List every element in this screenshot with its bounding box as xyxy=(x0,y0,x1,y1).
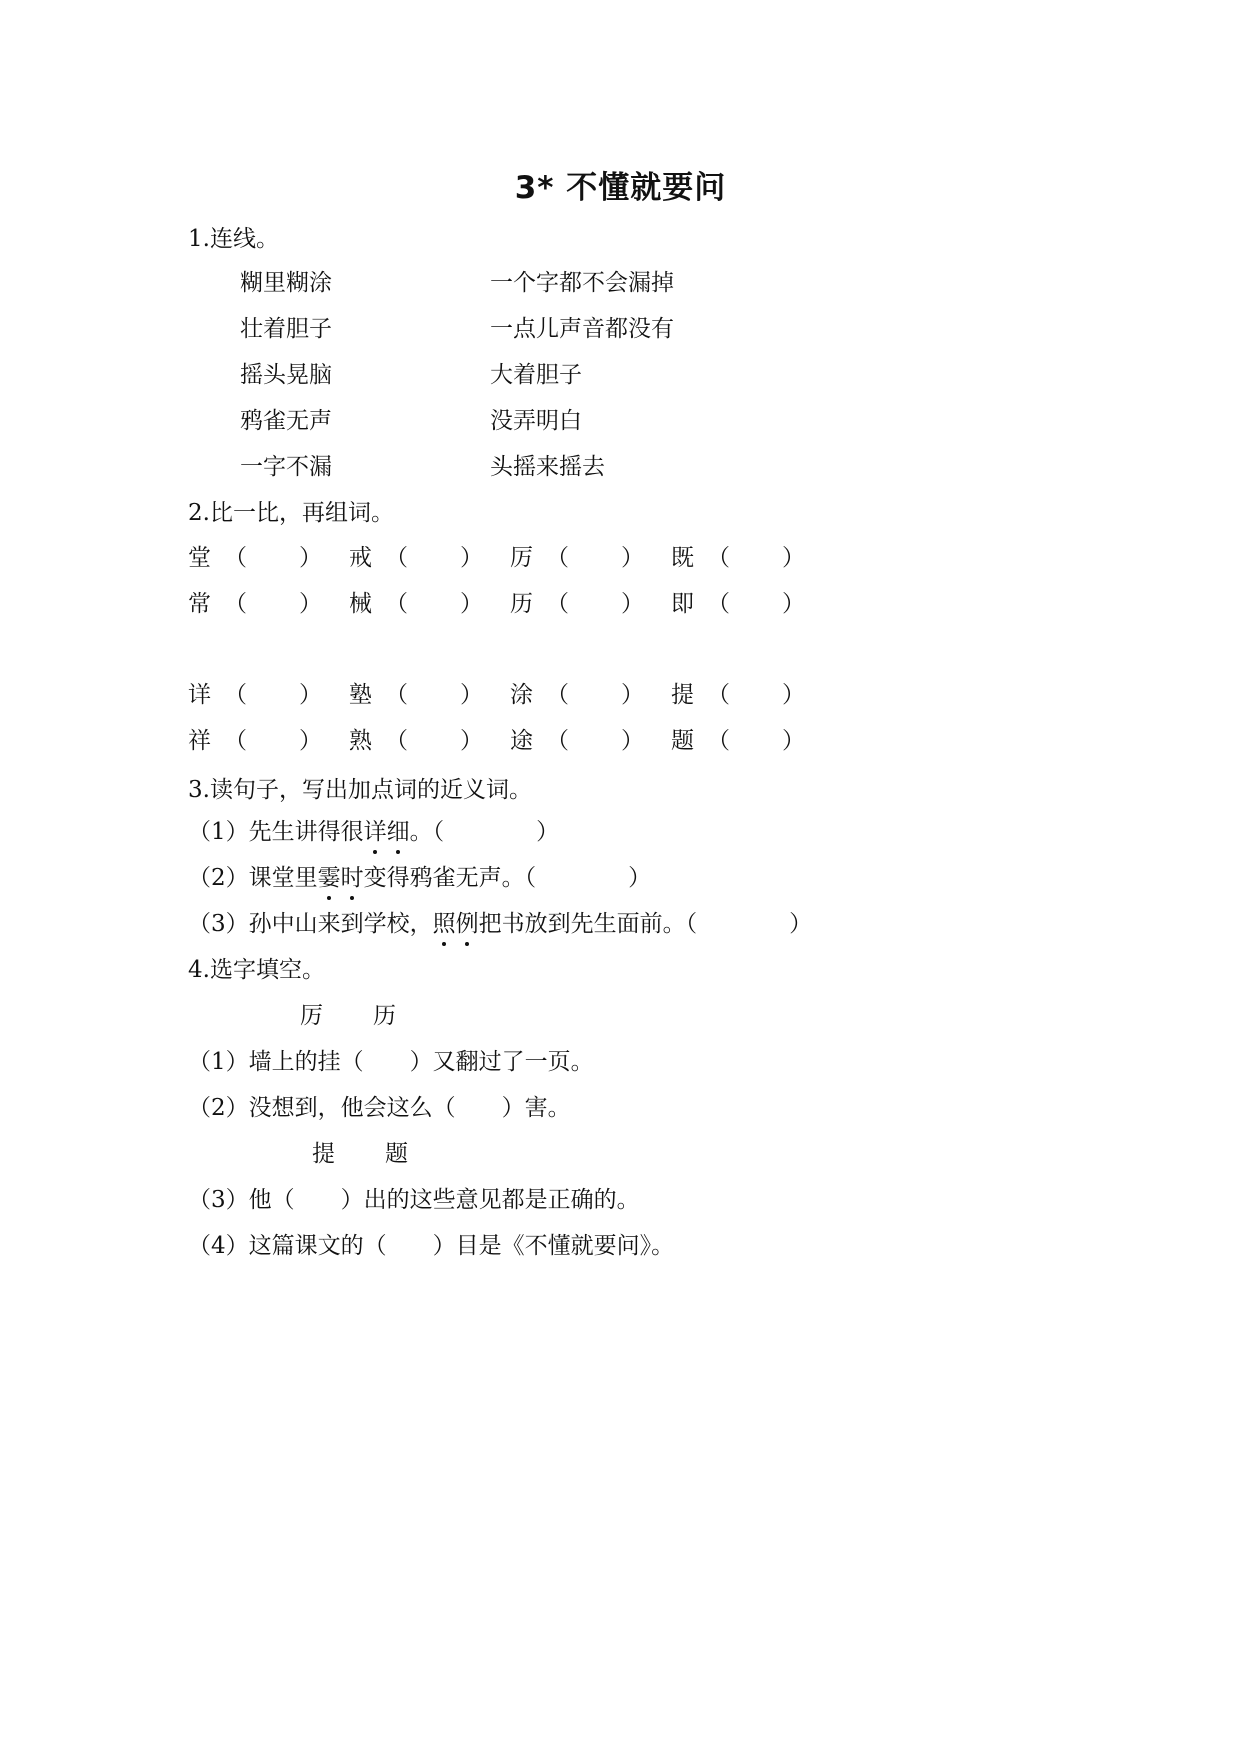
q2-character: 常 xyxy=(188,591,211,617)
q2-paren-close: ） xyxy=(782,545,805,571)
q2-word-cell[interactable] xyxy=(671,680,805,710)
q4-item[interactable]: （3）他（ ）出的这些意见都是正确的。 xyxy=(188,1187,640,1213)
q2-paren-close: ） xyxy=(299,728,322,754)
q2-character: 题 xyxy=(671,728,694,754)
q2-character: 祥 xyxy=(188,728,211,754)
q2-word-cell[interactable] xyxy=(510,543,644,573)
q3-dotted-character: 例 xyxy=(455,911,479,937)
q2-paren-open: （ xyxy=(546,545,569,571)
q2-paren-open: （ xyxy=(546,591,569,617)
q3-item-answer[interactable]: 。（ ） xyxy=(409,819,560,845)
q2-word-cell[interactable] xyxy=(188,726,322,756)
q1-heading: 1.连线。 xyxy=(188,226,279,252)
q3-dotted-word xyxy=(433,911,479,937)
q2-heading: 2.比一比，再组词。 xyxy=(188,500,394,526)
q3-item-number: （2） xyxy=(188,865,249,891)
q2-paren-open: （ xyxy=(546,682,569,708)
q2-character: 即 xyxy=(671,591,694,617)
q2-word-cell[interactable] xyxy=(188,543,322,573)
q2-paren-close: ） xyxy=(299,545,322,571)
q2-paren-open: （ xyxy=(707,728,730,754)
q3-item-2 xyxy=(188,863,651,893)
q2-paren-close: ） xyxy=(782,682,805,708)
q2-paren-open: （ xyxy=(224,591,247,617)
q3-item-answer[interactable]: 变得鸦雀无声。（ ） xyxy=(363,865,652,891)
q2-paren-close: ） xyxy=(782,591,805,617)
q2-word-cell[interactable] xyxy=(349,589,483,619)
q2-word-cell[interactable] xyxy=(671,726,805,756)
q2-paren-close: ） xyxy=(460,728,483,754)
q3-heading: 3.读句子，写出加点词的近义词。 xyxy=(188,777,532,803)
q2-paren-open: （ xyxy=(224,728,247,754)
q4-item[interactable]: （4）这篇课文的（ ）目是《不懂就要问》。 xyxy=(188,1233,675,1259)
q4-heading: 4.选字填空。 xyxy=(188,957,325,983)
q4-choice: 提 xyxy=(312,1141,335,1167)
q4-choice-pair-2 xyxy=(312,1139,408,1169)
q1-left-item: 壮着胆子 xyxy=(240,316,332,342)
q2-character: 械 xyxy=(349,591,372,617)
q3-item-answer[interactable]: 把书放到先生面前。（ ） xyxy=(478,911,813,937)
q4-item[interactable]: （1）墙上的挂（ ）又翻过了一页。 xyxy=(188,1049,594,1075)
q3-item-text: 孙中山来到学校， xyxy=(248,911,433,937)
q3-dotted-character: 时 xyxy=(340,865,364,891)
q2-paren-open: （ xyxy=(385,545,408,571)
q2-word-cell[interactable] xyxy=(188,680,322,710)
q2-character: 详 xyxy=(188,682,211,708)
q2-character: 戒 xyxy=(349,545,372,571)
q3-dotted-character: 详 xyxy=(363,819,387,845)
q2-paren-close: ） xyxy=(621,591,644,617)
q2-character: 涂 xyxy=(510,682,533,708)
q2-character: 提 xyxy=(671,682,694,708)
q2-character: 厉 xyxy=(510,545,533,571)
q2-paren-close: ） xyxy=(621,545,644,571)
q2-word-cell[interactable] xyxy=(349,726,483,756)
q2-paren-open: （ xyxy=(224,545,247,571)
q2-character: 既 xyxy=(671,545,694,571)
q2-character: 熟 xyxy=(349,728,372,754)
q1-left-item: 鸦雀无声 xyxy=(240,408,332,434)
q3-dotted-character: 细 xyxy=(386,819,410,845)
q3-item-1 xyxy=(188,817,559,847)
q2-word-cell[interactable] xyxy=(349,543,483,573)
q2-character: 途 xyxy=(510,728,533,754)
q1-left-item: 一字不漏 xyxy=(240,454,332,480)
q2-word-cell[interactable] xyxy=(349,680,483,710)
q2-word-cell[interactable] xyxy=(188,589,322,619)
q2-paren-close: ） xyxy=(460,545,483,571)
q4-choice-pair-1 xyxy=(300,1001,396,1031)
q2-paren-close: ） xyxy=(621,728,644,754)
q2-word-cell[interactable] xyxy=(510,589,644,619)
q2-character: 塾 xyxy=(349,682,372,708)
q2-paren-open: （ xyxy=(385,591,408,617)
q3-item-text: 课堂里 xyxy=(248,865,318,891)
q1-right-item: 大着胆子 xyxy=(490,362,582,388)
q4-item[interactable]: （2）没想到，他会这么（ ）害。 xyxy=(188,1095,571,1121)
q2-paren-open: （ xyxy=(707,682,730,708)
q2-word-cell[interactable] xyxy=(671,589,805,619)
q3-dotted-character: 霎 xyxy=(317,865,341,891)
q2-character: 历 xyxy=(510,591,533,617)
q4-choice: 题 xyxy=(385,1141,408,1167)
q4-choice: 厉 xyxy=(300,1003,323,1029)
q2-paren-close: ） xyxy=(299,682,322,708)
q3-item-3 xyxy=(188,909,812,939)
q3-dotted-character: 照 xyxy=(432,911,456,937)
q2-paren-open: （ xyxy=(546,728,569,754)
q2-paren-close: ） xyxy=(460,591,483,617)
q1-right-item: 一点儿声音都没有 xyxy=(490,316,674,342)
q2-paren-close: ） xyxy=(621,682,644,708)
q1-right-item: 一个字都不会漏掉 xyxy=(490,270,674,296)
q2-paren-open: （ xyxy=(707,591,730,617)
q3-dotted-word xyxy=(318,865,364,891)
q2-word-cell[interactable] xyxy=(510,726,644,756)
q3-item-text: 先生讲得很 xyxy=(248,819,364,845)
q2-word-cell[interactable] xyxy=(510,680,644,710)
q2-word-cell[interactable] xyxy=(671,543,805,573)
q3-item-number: （3） xyxy=(188,911,249,937)
q1-left-item: 糊里糊涂 xyxy=(240,270,332,296)
q2-paren-open: （ xyxy=(385,728,408,754)
q2-paren-open: （ xyxy=(707,545,730,571)
q2-paren-close: ） xyxy=(299,591,322,617)
q4-choice: 历 xyxy=(373,1003,396,1029)
q1-right-item: 头摇来摇去 xyxy=(490,454,605,480)
q2-paren-close: ） xyxy=(782,728,805,754)
q2-paren-open: （ xyxy=(224,682,247,708)
q2-character: 堂 xyxy=(188,545,211,571)
q3-item-number: （1） xyxy=(188,819,249,845)
q2-paren-open: （ xyxy=(385,682,408,708)
page-title: 3* 不懂就要问 xyxy=(514,170,727,206)
q3-dotted-word xyxy=(364,819,410,845)
q1-right-item: 没弄明白 xyxy=(490,408,582,434)
q2-paren-close: ） xyxy=(460,682,483,708)
q1-left-item: 摇头晃脑 xyxy=(240,362,332,388)
